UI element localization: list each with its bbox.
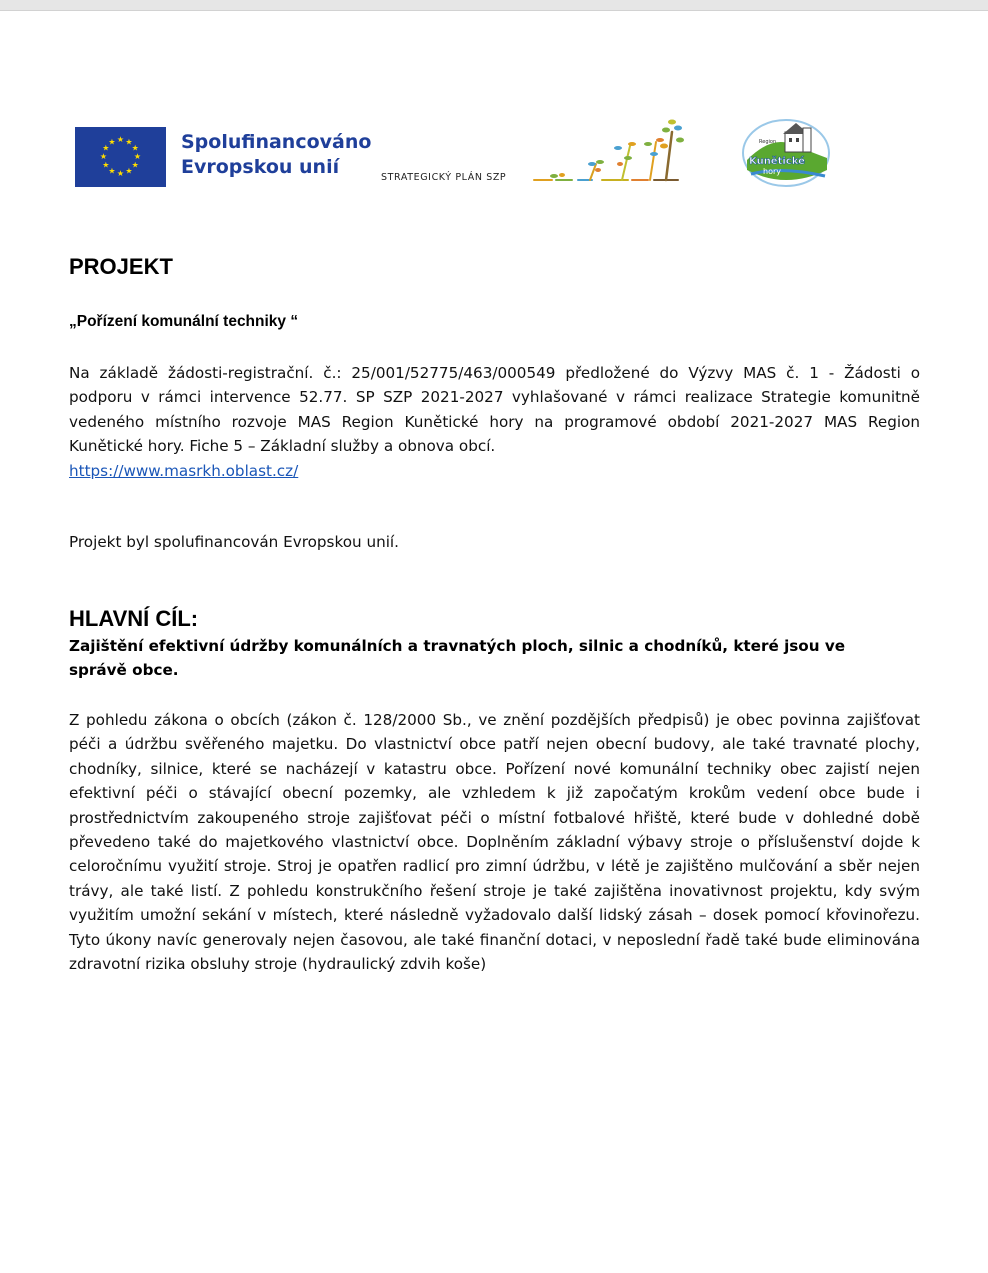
eu-stars-icon xyxy=(75,127,166,187)
project-website-link[interactable]: https://www.masrkh.oblast.cz/ xyxy=(69,461,299,480)
svg-text:★: ★ xyxy=(116,169,125,178)
eu-flag-logo xyxy=(75,127,166,187)
svg-text:★: ★ xyxy=(116,135,125,144)
svg-text:★: ★ xyxy=(131,143,139,153)
logo-header xyxy=(0,0,988,220)
mas-region-label: Region xyxy=(759,139,777,145)
svg-text:★: ★ xyxy=(99,152,108,161)
intro-paragraph xyxy=(69,361,920,483)
intro-text: Na základě žádosti-registrační. č.: 25/001/52775/463/000549 předložené do Výzvy MAS č. 1 - Žádosti o podporu v rámci intervence 52.77. SP SZP 2021-2027 vyhlašované v rámci realizace Strategie komunitně vedeného místního rozvoje MAS Region Kunětické hory na programové období 2021-2027 MAS Region Kunětické hory. Fiche 5 – Základní služby a obnova obcí. xyxy=(69,364,920,456)
eu-line-2: Evropskou unií xyxy=(181,156,340,178)
cofinancing-statement: Projekt byl spolufinancován Evropskou unií. xyxy=(69,533,399,551)
mas-name-line-2: hory xyxy=(763,167,781,176)
goal-subtitle: Zajištění efektivní údržby komunálních a travnatých ploch, silnic a chodníků, které jsou ve správě obce. xyxy=(69,637,846,680)
section-heading-projekt: PROJEKT xyxy=(69,254,173,279)
project-name: „Pořízení komunální techniky “ xyxy=(69,313,299,330)
castle-hill-icon xyxy=(741,118,831,188)
szp-label: STRATEGICKÝ PLÁN SZP xyxy=(381,172,507,183)
svg-text:★: ★ xyxy=(125,137,133,147)
svg-text:★: ★ xyxy=(108,137,116,147)
goal-description: Z pohledu zákona o obcích (zákon č. 128/2000 Sb., ve znění pozdějších předpisů) je obec povinna zajišťovat péči a údržbu svěřeného majetku. Do vlastnictví obce patří nejen obecní budovy, ale také travnaté plochy, chodníky, silnice, které se nacházejí v katastru obce. Pořízení nové komunální techniky obec zajistí nejen efektivní péči o stávající obecní pozemky, ale vzhledem k již započatým krokům vedení obce bude i prostřednictvím zakoupeného stroje zajišťovat péči o místní fotbalové hřiště, které bude v dohledné době převedeno také do majetkového vlastnictví obce. Doplněním základní výbavy stroje o příslušenství dojde k celoročnímu využití stroje. Stroj je opatřen radlicí pro zimní údržbu, v létě je zajištěno mulčování a sběr nejen trávy, ale také listí. Z pohledu konstrukčního řešení stroje je také zajištěna inovativnost projektu, kdy svým využitím umožní sekání v místech, které následně vyžadovalo další lidský zásah – dosek pomocí křovinořezu. Tyto úkony navíc generovaly nejen časovou, ale také finanční dotaci, v neposlední řadě také bude eliminována zdravotní rizika obsluhy stroje (hydraulický zdvih koše) xyxy=(69,711,920,974)
eu-cofinancing-label xyxy=(181,130,371,180)
mas-name-line-1: Kunětické xyxy=(749,156,805,167)
svg-text:★: ★ xyxy=(108,166,116,176)
mas-region-logo xyxy=(741,118,831,188)
svg-text:★: ★ xyxy=(102,143,110,153)
svg-text:★: ★ xyxy=(102,160,110,170)
svg-text:★: ★ xyxy=(125,166,133,176)
svg-text:★: ★ xyxy=(131,160,139,170)
section-heading-goal: HLAVNÍ CÍL: xyxy=(69,606,199,631)
eu-line-1: Spolufinancováno xyxy=(181,131,372,153)
szp-plants-logo xyxy=(532,118,688,186)
svg-text:★: ★ xyxy=(133,152,142,161)
